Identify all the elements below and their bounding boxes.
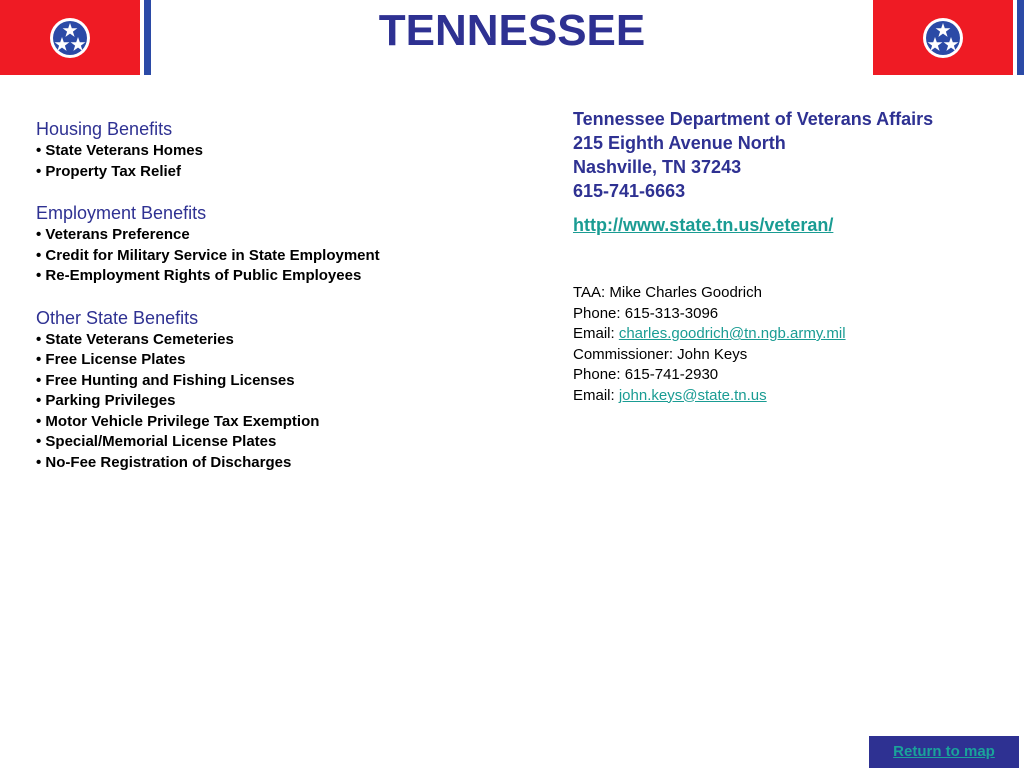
return-to-map-button[interactable]: Return to map: [869, 736, 1019, 768]
flag-blue-stripe: [1017, 0, 1024, 75]
commissioner-phone: Phone: 615-741-2930: [573, 366, 719, 383]
benefit-item: • Re-Employment Rights of Public Employees: [36, 267, 362, 284]
email-label: Email:: [573, 325, 619, 342]
tennessee-flag-icon: [873, 0, 1024, 75]
section-heading: Housing Benefits: [36, 119, 173, 139]
page-title: TENNESSEE: [378, 6, 646, 55]
benefit-item: • Credit for Military Service in State Employment: [36, 246, 380, 264]
benefit-item: • No-Fee Registration of Discharges: [36, 453, 292, 471]
agency-name: Tennessee Department of Veterans Affairs: [573, 109, 934, 129]
benefit-item: • Special/Memorial License Plates: [36, 433, 277, 450]
taa-name: TAA: Mike Charles Goodrich: [573, 284, 762, 301]
benefit-item: • Veterans Preference: [36, 226, 190, 243]
commissioner-email-link[interactable]: john.keys@state.tn.us: [618, 386, 767, 404]
commissioner-email-row: [573, 386, 1013, 407]
section-heading: Other State Benefits: [36, 307, 199, 328]
other-benefits-section: [36, 306, 516, 474]
agency-city: Nashville, TN 37243: [573, 157, 742, 177]
taa-phone: Phone: 615-313-3096: [573, 304, 719, 322]
benefit-item: • State Veterans Cemeteries: [36, 330, 234, 348]
benefit-item: • State Veterans Homes: [36, 142, 203, 159]
benefit-item: • Free License Plates: [36, 351, 186, 368]
benefit-item: • Free Hunting and Fishing Licenses: [36, 371, 295, 389]
benefit-item: • Parking Privileges: [36, 392, 176, 409]
contact-list: [573, 283, 1013, 406]
agency-street: 215 Eighth Avenue North: [573, 133, 786, 153]
agency-website-link[interactable]: http://www.state.tn.us/veteran/: [573, 215, 834, 235]
taa-email-row: [573, 324, 1013, 345]
taa-email-link[interactable]: charles.goodrich@tn.ngb.army.mil: [618, 325, 846, 342]
agency-info: [573, 107, 1013, 406]
agency-phone: 615-741-6663: [573, 181, 686, 201]
employment-benefits-section: [36, 201, 516, 287]
benefit-item: • Property Tax Relief: [36, 162, 182, 180]
benefits-list: [36, 117, 516, 492]
housing-benefits-section: [36, 117, 516, 182]
commissioner-name: Commissioner: John Keys: [573, 345, 748, 363]
flag-stars-emblem-icon: [922, 17, 964, 59]
benefit-item: • Motor Vehicle Privilege Tax Exemption: [36, 412, 320, 430]
email-label: Email:: [573, 386, 619, 404]
section-heading: Employment Benefits: [36, 203, 207, 223]
